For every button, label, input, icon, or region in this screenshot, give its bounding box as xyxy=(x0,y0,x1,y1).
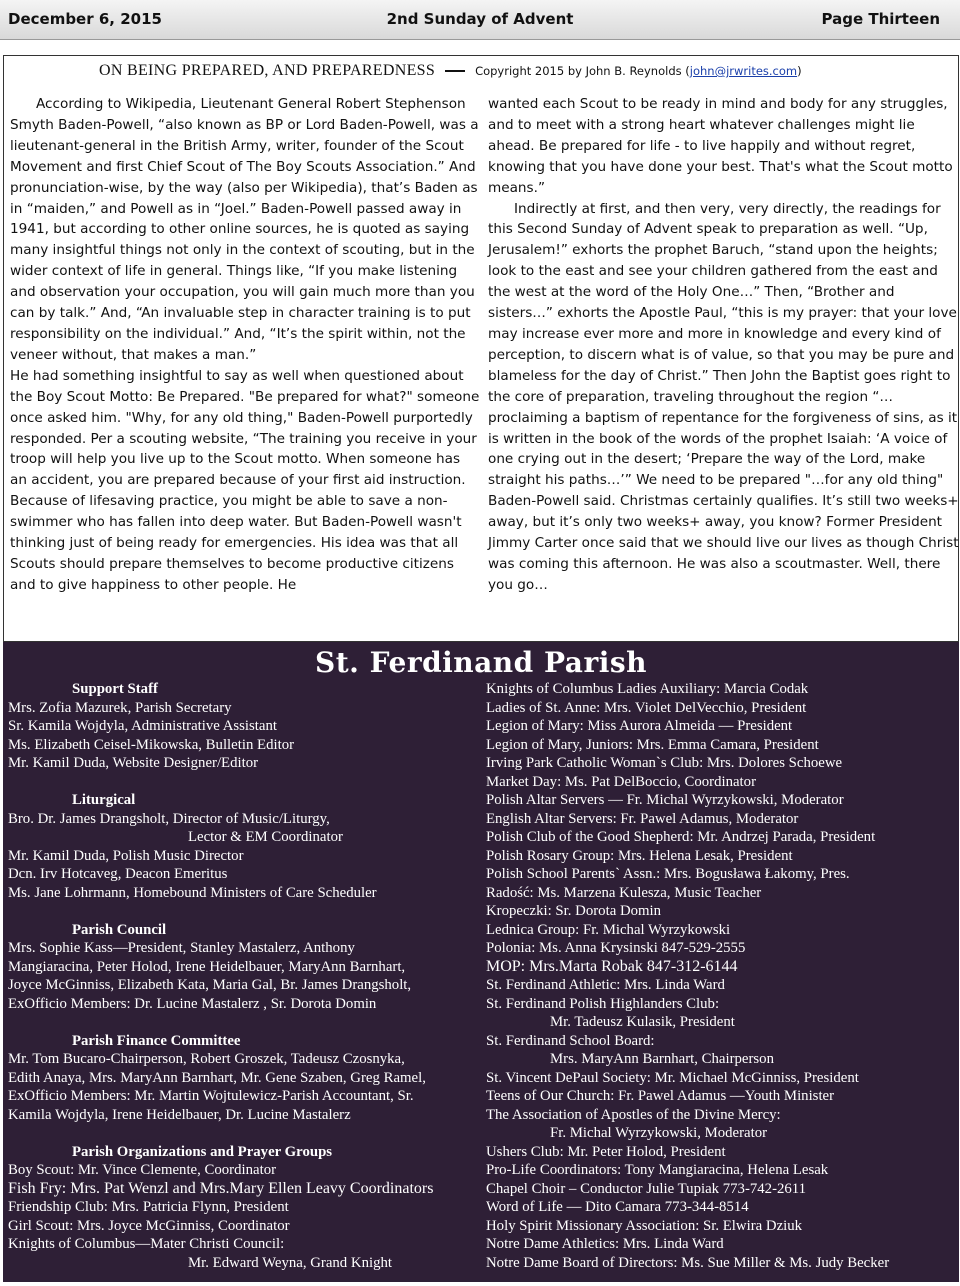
header-occasion: 2nd Sunday of Advent xyxy=(386,10,574,28)
directory-entry: Polish Altar Servers — Fr. Michal Wyrzykowski, Moderator xyxy=(486,792,844,808)
directory-entry: Dcn. Irv Hotcaveg, Deacon Emeritus xyxy=(8,866,228,882)
directory-entry: Kropeczki: Sr. Dorota Domin xyxy=(486,903,662,919)
directory-entry: St. Ferdinand Polish Highlanders Club: xyxy=(486,995,720,1012)
directory-entry: Market Day: Ms. Pat DelBoccio, Coordinator xyxy=(486,773,756,790)
directory-entry: St. Vincent DePaul Society: Mr. Michael McGinniss, President xyxy=(486,1069,859,1086)
section-heading: Parish Finance Committee xyxy=(72,1032,241,1049)
article-paragraph: Indirectly at first, and then very, very directly, the readings for this Second Sunday of Advent speak to preparation as well. “Up, Jerusalem!” exhorts the prophet Baruch, “stand upon the heights; look to the east and see your children gathered from the east and the west at the word of the Holy One…” Then, “Brother and sisters…” exhorts the Apostle Paul, “this is my prayer: that your love may increase ever more and more in knowledge and every kind of perception, to discern what is of value, so that you may be pure and blameless for the day of Christ.” Then John the Baptist goes right to the core of preparation, traveling throughout the region “…proclaiming a baptism of repentance for the forgiveness of sins, as it is written in the book of the words of the prophet Isaiah: ‘A voice of one crying out in the desert; ‘Prepare the way of the Lord, make straight his paths…’” We need to be prepared "…for any old thing" Baden-Powell said. Christmas certainly qualifies. It’s still two weeks+ away, but it’s only two weeks+ away, you know? Former President Jimmy Carter once said that we should live our lives as though Christ was coming this afternoon. He was also a scoutmaster. Well, there you go… xyxy=(488,200,959,593)
directory-entry: Lednica Group: Fr. Michal Wyrzykowski xyxy=(486,921,731,938)
parish-title: St. Ferdinand Parish xyxy=(315,646,647,679)
directory-entry: Sr. Kamila Wojdyla, Administrative Assistant xyxy=(8,718,277,734)
directory-entry: Radość: Ms. Marzena Kulesza, Music Teacher xyxy=(486,884,762,901)
spacer xyxy=(8,773,478,792)
directory-entry: Ushers Club: Mr. Peter Holod, President xyxy=(486,1143,726,1160)
directory-entry: Mr. Tom Bucaro-Chairperson, Robert Groszek, Tadeusz Czosnyka, xyxy=(8,1051,405,1067)
article-box xyxy=(3,55,959,642)
parish-directory xyxy=(3,642,959,1282)
directory-entry: Kamila Wojdyla, Irene Heidelbauer, Dr. Lucine Mastalerz xyxy=(8,1106,351,1123)
article-paragraph: wanted each Scout to be ready in mind and body for any struggles, and to meet with a strong heart whatever challenges might lie ahead. Be prepared for life - to live happily and without regret, knowing that you have done your best. That's what the Scout motto means.” xyxy=(488,96,953,196)
spacer xyxy=(8,1013,478,1032)
article-title-line xyxy=(99,62,802,80)
directory-entry: Fr. Michal Wyrzykowski, Moderator xyxy=(550,1125,768,1141)
directory-entry: ExOfficio Members: Dr. Lucine Mastalerz , Sr. Dorota Domin xyxy=(8,995,377,1012)
directory-entry: Mrs. MaryAnn Barnhart, Chairperson xyxy=(550,1051,774,1067)
article-right-column xyxy=(488,94,960,596)
article-title: ON BEING PREPARED, AND PREPAREDNESS xyxy=(99,62,436,79)
directory-entry: Knights of Columbus—Mater Christi Council: xyxy=(8,1236,285,1252)
directory-entry: Mangiaracina, Peter Holod, Irene Heidelbauer, MaryAnn Barnhart, xyxy=(8,958,406,975)
directory-entry: Legion of Mary: Miss Aurora Almeida — President xyxy=(486,718,793,734)
directory-entry: Polish School Parents` Assn.: Mrs. Bogusława Łakomy, Pres. xyxy=(486,866,850,882)
directory-entry: Notre Dame Athletics: Mrs. Linda Ward xyxy=(486,1236,724,1252)
header-date: December 6, 2015 xyxy=(8,10,162,28)
directory-entry: Polish Rosary Group: Mrs. Helena Lesak, President xyxy=(486,847,793,864)
section-heading: Liturgical xyxy=(72,792,136,808)
directory-entry: Joyce McGinniss, Elizabeth Kata, Maria Gal, Br. James Drangsholt, xyxy=(8,977,412,993)
directory-entry: Mr. Kamil Duda, Polish Music Director xyxy=(8,847,244,864)
directory-entry: Chapel Choir – Conductor Julie Tupiak 773-742-2611 xyxy=(486,1180,807,1197)
directory-entry: St. Ferdinand Athletic: Mrs. Linda Ward xyxy=(486,977,725,993)
directory-entry: St. Ferdinand School Board: xyxy=(486,1032,655,1049)
directory-entry: Ms. Jane Lohrmann, Homebound Ministers of Care Scheduler xyxy=(8,884,377,901)
header-page-number: Page Thirteen xyxy=(821,10,940,28)
directory-entry: ExOfficio Members: Mr. Martin Wojtulewicz-Parish Accountant, Sr. xyxy=(8,1088,414,1104)
directory-entry: The Association of Apostles of the Divine Mercy: xyxy=(486,1106,781,1123)
directory-entry: Girl Scout: Mrs. Joyce McGinniss, Coordinator xyxy=(8,1217,290,1234)
directory-entry: Polonia: Ms. Anna Krysinski 847-529-2555 xyxy=(486,940,746,956)
directory-entry: English Altar Servers: Fr. Pawel Adamus, Moderator xyxy=(486,810,799,827)
spacer xyxy=(8,1124,478,1143)
directory-entry: Teens of Our Church: Fr. Pawel Adamus —Youth Minister xyxy=(486,1088,835,1104)
title-dash xyxy=(445,70,465,72)
author-email-link[interactable]: john@jrwrites.com xyxy=(689,64,798,78)
article-paragraph: He had something insightful to say as well when questioned about the Boy Scout Motto: Be Prepared. "Be prepared for what?" someone once asked him. "Why, for any old thing," Baden-Powell purportedly responded. Per a scouting website, “The training you receive in your troop will help you live up to the Scout motto. When someone has an accident, you are prepared because of your first aid instruction. Because of lifesaving practice, you might be able to save a non-swimmer who has fallen into deep water. But Baden-Powell wasn't thinking just of being ready for emergencies. His idea was that all Scouts should prepare themselves to become productive citizens and to give happiness to other people. He xyxy=(10,367,480,593)
article-left-column xyxy=(10,94,480,596)
directory-entry: Irving Park Catholic Woman`s Club: Mrs. Dolores Schoewe xyxy=(486,755,843,771)
directory-right-column xyxy=(486,680,956,1272)
directory-entry: Fish Fry: Mrs. Pat Wenzl and Mrs.Mary Ellen Leavy Coordinators xyxy=(8,1179,434,1197)
directory-entry: MOP: Mrs.Marta Robak 847-312-6144 xyxy=(486,957,738,975)
directory-left-column xyxy=(8,680,478,1272)
article-copyright: Copyright 2015 by John B. Reynolds ( xyxy=(475,64,690,78)
directory-entry: Polish Club of the Good Shepherd: Mr. Andrzej Parada, President xyxy=(486,829,876,845)
article-copyright-close: ) xyxy=(797,64,802,78)
section-heading: Parish Organizations and Prayer Groups xyxy=(72,1143,333,1160)
directory-entry: Ms. Elizabeth Ceisel-Mikowska, Bulletin Editor xyxy=(8,736,295,753)
section-heading: Parish Council xyxy=(72,921,167,938)
directory-entry: Edith Anaya, Mrs. MaryAnn Barnhart, Mr. Gene Szaben, Greg Ramel, xyxy=(8,1069,426,1086)
article-paragraph: According to Wikipedia, Lieutenant General Robert Stephenson Smyth Baden-Powell, “also known as BP or Lord Baden-Powell, was a lieutenant-general in the British Army, writer, founder of the Scout Movement and first Chief Scout of The Boy Scouts Association.” And pronunciation-wise, by the way (also per Wikipedia), that’s Baden as in “maiden,” and Powell as in “Joel.” Baden-Powell passed away in 1941, but according to other online sources, he is quoted as saying many insightful things not only in the context of scouting, but in the wider context of life in general. Things like, “If you make listening and observation your occupation, you will gain much more than you can by talk.” And, “An invaluable step in character training is to put responsibility on the individual.” And, “It’s the spirit within, not the veneer without, that makes a man.” xyxy=(10,96,479,363)
directory-entry: Lector & EM Coordinator xyxy=(188,829,343,845)
directory-entry: Mr. Tadeusz Kulasik, President xyxy=(550,1014,735,1030)
directory-entry: Mr. Kamil Duda, Website Designer/Editor xyxy=(8,755,259,771)
directory-entry: Mrs. Zofia Mazurek, Parish Secretary xyxy=(8,699,232,716)
directory-entry: Mr. Edward Weyna, Grand Knight xyxy=(188,1254,393,1271)
directory-entry: Ladies of St. Anne: Mrs. Violet DelVecchio, President xyxy=(486,699,807,716)
directory-entry: Legion of Mary, Juniors: Mrs. Emma Camara, President xyxy=(486,736,819,753)
directory-entry: Friendship Club: Mrs. Patricia Flynn, President xyxy=(8,1199,289,1215)
section-heading: Support Staff xyxy=(72,681,158,697)
directory-entry: Notre Dame Board of Directors: Ms. Sue Miller & Ms. Judy Becker xyxy=(486,1254,890,1271)
spacer xyxy=(8,902,478,921)
page-header xyxy=(0,0,960,40)
directory-entry: Knights of Columbus Ladies Auxiliary: Marcia Codak xyxy=(486,681,809,697)
directory-entry: Pro-Life Coordinators: Tony Mangiaracina, Helena Lesak xyxy=(486,1162,829,1178)
directory-entry: Bro. Dr. James Drangsholt, Director of Music/Liturgy, xyxy=(8,810,330,827)
directory-entry: Word of Life — Dito Camara 773-344-8514 xyxy=(486,1199,749,1215)
directory-entry: Holy Spirit Missionary Association: Sr. Elwira Dziuk xyxy=(486,1217,803,1234)
directory-entry: Boy Scout: Mr. Vince Clemente, Coordinator xyxy=(8,1162,277,1178)
directory-entry: Mrs. Sophie Kass—President, Stanley Mastalerz, Anthony xyxy=(8,940,355,956)
